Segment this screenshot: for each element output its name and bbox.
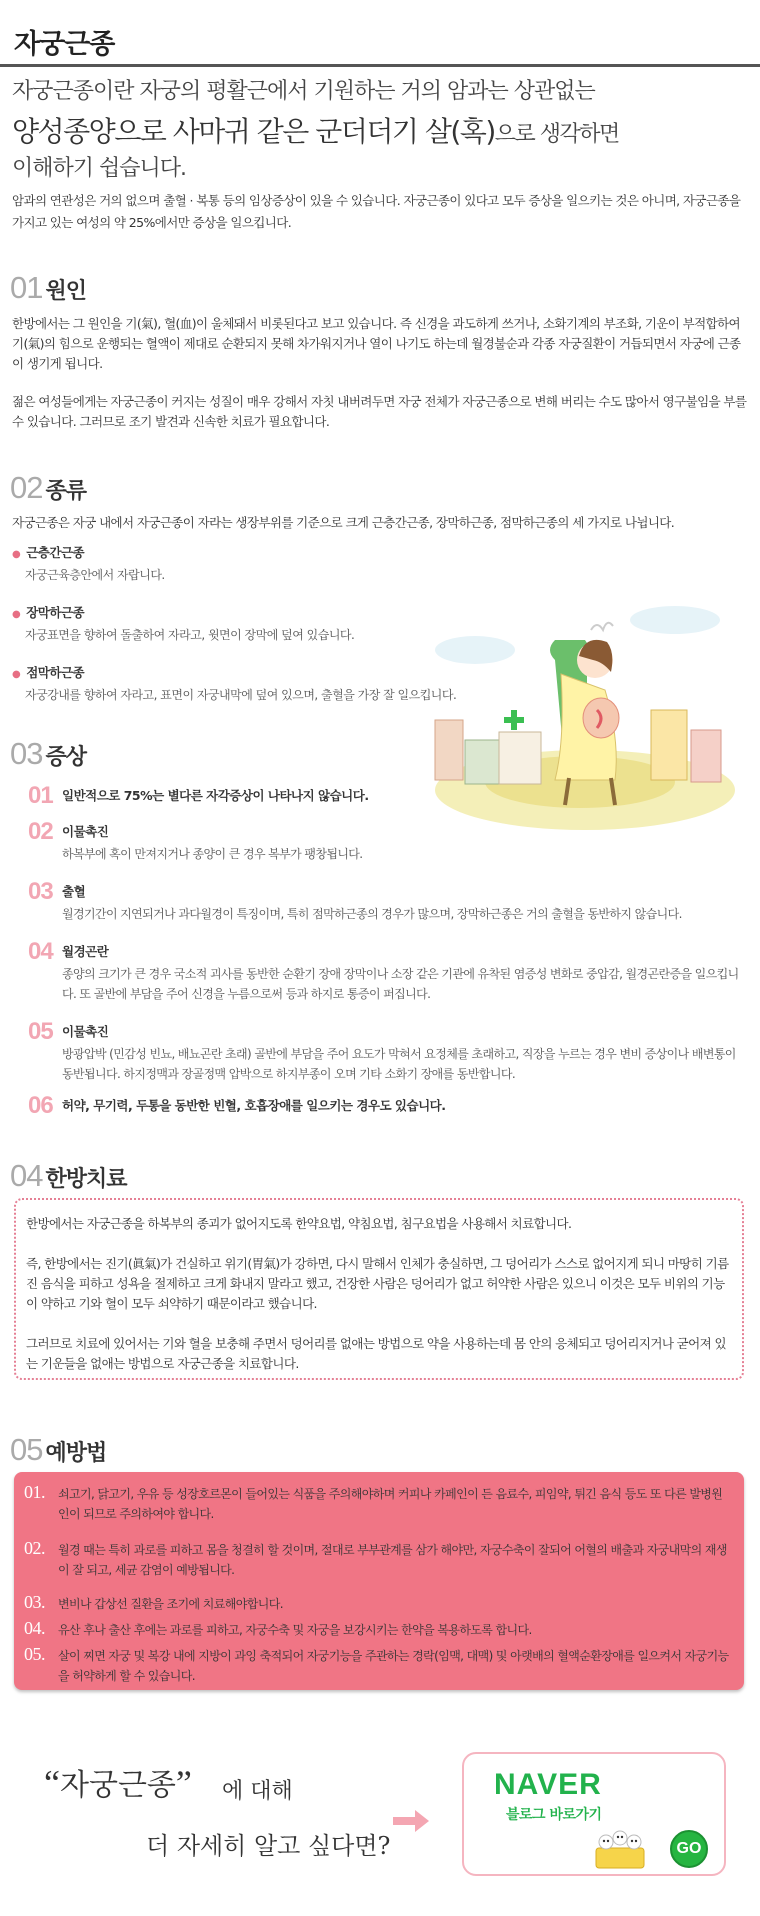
symptom-number: 01 — [28, 782, 53, 809]
intro-line-2 — [12, 110, 619, 150]
section-title: 증상 — [45, 745, 86, 770]
cta-line-2: 더 자세히 알고 싶다면? — [146, 1832, 391, 1860]
title-divider — [0, 64, 760, 67]
types-intro: 자궁근종은 자궁 내에서 자궁근종이 자라는 생장부위를 기준으로 크게 근층간근종, 장막하근종, 점막하근종의 세 가지로 나뉩니다. — [12, 515, 675, 530]
intro-note: 암과의 연관성은 거의 없으며 출혈 · 복통 등의 임상증상이 있을 수 있습니다. 자궁근종이 있다고 모두 증상을 일으키는 것은 아니며, 자궁근종을 가지고 있는 여성의 약 25%에서만 증상을 일으킵니다. — [12, 193, 741, 230]
symptom-desc: 방광압박 (민감성 빈뇨, 배뇨곤란 초래) 골반에 부담을 주어 요도가 막혀서 요정체를 초래하고, 직장을 누르는 경우 변비 증상이나 배변통이 동반됩니다. 하지정맥과 장골정맥 압박으로 하지부종이 오며 기타 소화기 장애를 동반합니다. — [62, 1047, 736, 1081]
type-name: 점막하근종 — [26, 665, 85, 680]
section-types-heading — [10, 470, 86, 506]
cta-aside: 에 대해 — [222, 1779, 293, 1804]
prevention-text: 유산 후나 출산 후에는 과로를 피하고, 자궁수축 및 자궁을 보강시키는 한약을 복용하도록 합니다. — [58, 1623, 532, 1637]
treatment-paragraph: 즉, 한방에서는 진기(眞氣)가 건실하고 위기(胃氣)가 강하면, 다시 말해서 인체가 충실하면, 그 덩어리가 스스로 없어지게 되니 마땅히 기름진 음식을 피하고 성욕을 절제하고 크게 화내지 말라고 했고, 건장한 사람은 덩어리가 없고 허약한 사람은 있으니 이것은 모두 비위의 기능이 약하고 기와 혈이 모두 쇠약하기 때문이라고 했습니다. — [26, 1256, 729, 1311]
prevention-text: 쇠고기, 닭고기, 우유 등 성장호르몬이 들어있는 식품을 주의해야하며 커피나 카페인이 든 음료수, 피임약, 튀긴 음식 등도 또 다른 발병원인이 되므로 주의하여야 합니다. — [58, 1487, 723, 1521]
prevention-box — [14, 1472, 744, 1690]
section-title: 원인 — [45, 279, 86, 304]
symptom-desc: 월경기간이 지연되거나 과다월경이 특징이며, 특히 점막하근종의 경우가 많으며, 장막하근종은 거의 출혈을 동반하지 않습니다. — [62, 907, 682, 921]
symptom-desc: 종양의 크기가 큰 경우 국소적 괴사를 동반한 순환기 장애 장막이나 소장 같은 기관에 유착된 염증성 변화로 중압감, 월경곤란증을 일으킵니다. 또 골반에 부담을 주어 신경을 누름으로써 등과 하지로 통증이 퍼집니다. — [62, 967, 739, 1001]
symptom-title: 월경곤란 — [62, 944, 109, 959]
prevention-number: 04. — [24, 1618, 45, 1638]
symptom-title: 이물촉진 — [62, 1024, 109, 1039]
section-prevention-heading — [10, 1432, 106, 1468]
symptom-number: 06 — [28, 1092, 53, 1119]
type-item — [12, 543, 165, 583]
prevention-number: 01. — [24, 1482, 45, 1502]
section-number: 02 — [10, 470, 43, 505]
prevention-text: 월경 때는 특히 과로를 피하고 몸을 청결히 할 것이며, 절대로 부부관계를 삼가 해야만, 자궁수축이 잘되어 어혈의 배출과 자궁내막의 재생이 잘 되고, 세균 감염이 예방됩니다. — [58, 1543, 727, 1577]
prevention-number: 03. — [24, 1592, 45, 1612]
intro-line-2-tail: 으로 생각하면 — [494, 122, 619, 147]
section-treatment-heading — [10, 1158, 127, 1194]
page-title: 자궁근종 — [14, 29, 115, 60]
treatment-paragraph: 그러므로 치료에 있어서는 기와 혈을 보충해 주면서 덩어리를 없애는 방법으로 약을 사용하는데 몸 안의 응체되고 덩어리지거나 굳어져 있는 기운들을 없애는 방법으로 자궁근종을 치료합니다. — [26, 1336, 726, 1371]
pregnant-woman-illustration — [415, 590, 735, 830]
section-title: 종류 — [45, 479, 86, 504]
symptom-title: 이물촉진 — [62, 824, 109, 839]
symptom-number: 05 — [28, 1018, 53, 1045]
type-desc: 자궁표면을 향하여 돌출하여 자라고, 윗면이 장막에 덮여 있습니다. — [25, 628, 355, 642]
symptom-title: 출혈 — [62, 884, 86, 899]
intro-line-3: 이해하기 쉽습니다. — [12, 156, 187, 181]
naver-blog-link[interactable] — [462, 1752, 726, 1876]
intro-line-1: 자궁근종이란 자궁의 평활근에서 기원하는 거의 암과는 상관없는 — [12, 79, 595, 104]
type-name: 근층간근종 — [26, 545, 85, 560]
cause-paragraph-2: 젊은 여성들에게는 자궁근종이 커지는 성질이 매우 강해서 자칫 내버려두면 자궁 전체가 자궁근종으로 변해 버리는 수도 많아서 영구불임을 부를 수 있습니다. 그러므로 조기 발견과 신속한 치료가 필요합니다. — [12, 394, 747, 429]
prevention-text: 변비나 갑상선 질환을 조기에 치료해야합니다. — [58, 1597, 283, 1611]
treatment-box — [14, 1198, 744, 1380]
symptom-title: 일반적으로 75%는 별다른 자각증상이 나타나지 않습니다. — [62, 788, 369, 803]
section-title: 한방치료 — [45, 1167, 127, 1192]
prevention-number: 05. — [24, 1644, 45, 1664]
go-button[interactable]: GO — [670, 1830, 708, 1868]
prevention-text: 살이 찌면 자궁 및 복강 내에 지방이 과잉 축적되어 자궁기능을 주관하는 경락(임맥, 대맥) 및 아랫배의 혈액순환장애를 일으켜서 자궁기능을 허약하게 할 수 있습니다. — [58, 1649, 729, 1683]
naver-blog-label: 블로그 바로가기 — [506, 1807, 602, 1823]
bullet-icon: ● — [12, 669, 21, 680]
section-number: 01 — [10, 270, 43, 305]
blog-characters-icon — [590, 1826, 650, 1870]
section-symptoms-heading — [10, 736, 86, 772]
cta-message — [44, 1760, 404, 1880]
section-number: 05 — [10, 1432, 43, 1467]
type-item — [12, 663, 456, 703]
prevention-number: 02. — [24, 1538, 45, 1558]
arrow-right-icon — [391, 1808, 431, 1834]
section-number: 04 — [10, 1158, 43, 1193]
section-title: 예방법 — [45, 1441, 107, 1466]
treatment-paragraph: 한방에서는 자궁근종을 하복부의 종괴가 없어지도록 한약요법, 약침요법, 침구요법을 사용해서 치료합니다. — [26, 1216, 572, 1231]
type-name: 장막하근종 — [26, 605, 85, 620]
type-desc: 자궁강내를 향하여 자라고, 표면이 자궁내막에 덮여 있으며, 출혈을 가장 잘 일으킵니다. — [25, 688, 457, 702]
type-item — [12, 603, 354, 643]
cta-keyword: “자궁근종” — [44, 1763, 192, 1803]
naver-logo: NAVER — [494, 1768, 602, 1801]
symptom-number: 02 — [28, 818, 53, 845]
cause-paragraph-1: 한방에서는 그 원인을 기(氣), 혈(血)이 울체돼서 비롯된다고 보고 있습니다. 즉 신경을 과도하게 쓰거나, 소화기계의 부조화, 기운이 부적합하여 기(氣)의 힘으로 운행되는 혈액이 제대로 순환되지 못해 차가워지거나 열이 나기도 하는데 월경불순과 각종 자궁질환이 거듭되면서 자궁에 근종이 생기게 됩니다. — [12, 316, 741, 371]
bullet-icon: ● — [12, 609, 21, 620]
section-number: 03 — [10, 736, 43, 771]
intro-line-2-emphasis: 양성종양으로 사마귀 같은 군더더기 살(혹) — [12, 115, 495, 148]
bullet-icon: ● — [12, 549, 21, 560]
symptom-desc: 하복부에 혹이 만져지거나 종양이 큰 경우 복부가 팽창됩니다. — [62, 847, 363, 861]
type-desc: 자궁근육층안에서 자랍니다. — [25, 568, 165, 582]
symptom-title: 허약, 무기력, 두통을 동반한 빈혈, 호흡장애를 일으키는 경우도 있습니다. — [62, 1098, 446, 1113]
section-cause-heading — [10, 270, 86, 306]
symptom-number: 03 — [28, 878, 53, 905]
symptom-number: 04 — [28, 938, 53, 965]
